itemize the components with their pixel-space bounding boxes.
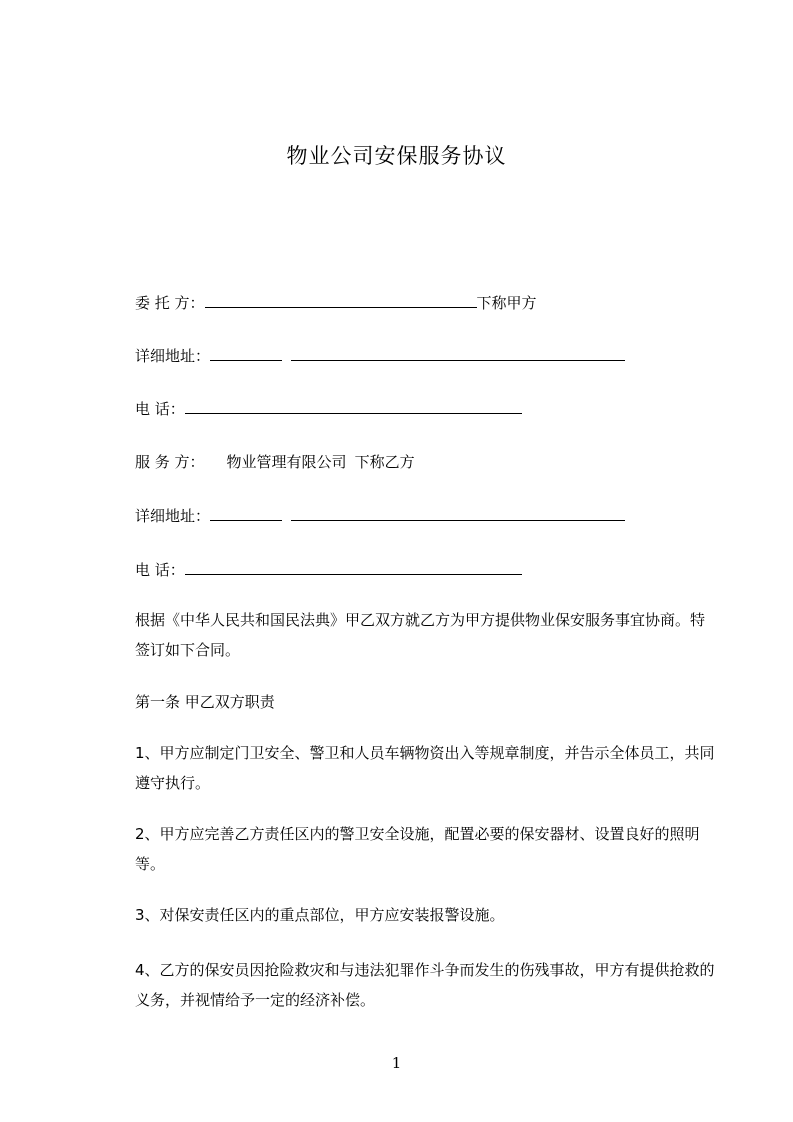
- party-a-line: [135, 291, 537, 314]
- party-a-suffix: 下称甲方: [476, 294, 537, 312]
- party-b-phone-label: 电 话：: [135, 561, 185, 579]
- party-b-line: [135, 451, 415, 473]
- party-a-name-blank: [205, 291, 477, 308]
- page-number: 1: [391, 1054, 402, 1072]
- party-b-address-blank-2: [291, 504, 625, 521]
- party-b-label: 服 务 方：: [135, 453, 205, 471]
- party-a-address-label: 详细地址：: [135, 347, 211, 365]
- party-a-phone-blank: [185, 397, 522, 414]
- party-a-phone-line: [135, 397, 522, 420]
- article-1-item-4: 4、乙方的保安员因抢险救灾和与违法犯罪作斗争而发生的伤残事故，甲方有提供抢救的义务，并视情给予一定的经济补偿。: [135, 961, 715, 1009]
- party-b-address-label: 详细地址：: [135, 507, 211, 525]
- document-title: 物业公司安保服务协议: [286, 144, 507, 168]
- article-1-heading: 第一条 甲乙双方职责: [135, 693, 275, 711]
- article-1-item-3: 3、对保安责任区内的重点部位，甲方应安装报警设施。: [135, 906, 505, 924]
- party-b-suffix: 下称乙方: [354, 453, 415, 471]
- party-a-address-blank-1: [210, 344, 282, 361]
- party-a-phone-label: 电 话：: [135, 400, 185, 418]
- party-a-label: 委 托 方：: [135, 294, 205, 312]
- party-a-address-blank-2: [291, 344, 625, 361]
- party-a-address-line: [135, 344, 625, 367]
- party-b-name: 物业管理有限公司: [226, 453, 347, 471]
- party-b-address-line: [135, 504, 625, 527]
- article-1-item-1: 1、甲方应制定门卫安全、警卫和人员车辆物资出入等规章制度，并告示全体员工，共同遵守执行。: [135, 744, 715, 792]
- party-b-phone-blank: [185, 558, 522, 575]
- party-b-address-blank-1: [210, 504, 282, 521]
- article-1-item-2: 2、甲方应完善乙方责任区内的警卫安全设施，配置必要的保安器材、设置良好的照明等。: [135, 825, 700, 873]
- intro-paragraph: 根据《中华人民共和国民法典》甲乙双方就乙方为甲方提供物业保安服务事宜协商。特签订如下合同。: [135, 611, 706, 659]
- party-b-phone-line: [135, 558, 522, 581]
